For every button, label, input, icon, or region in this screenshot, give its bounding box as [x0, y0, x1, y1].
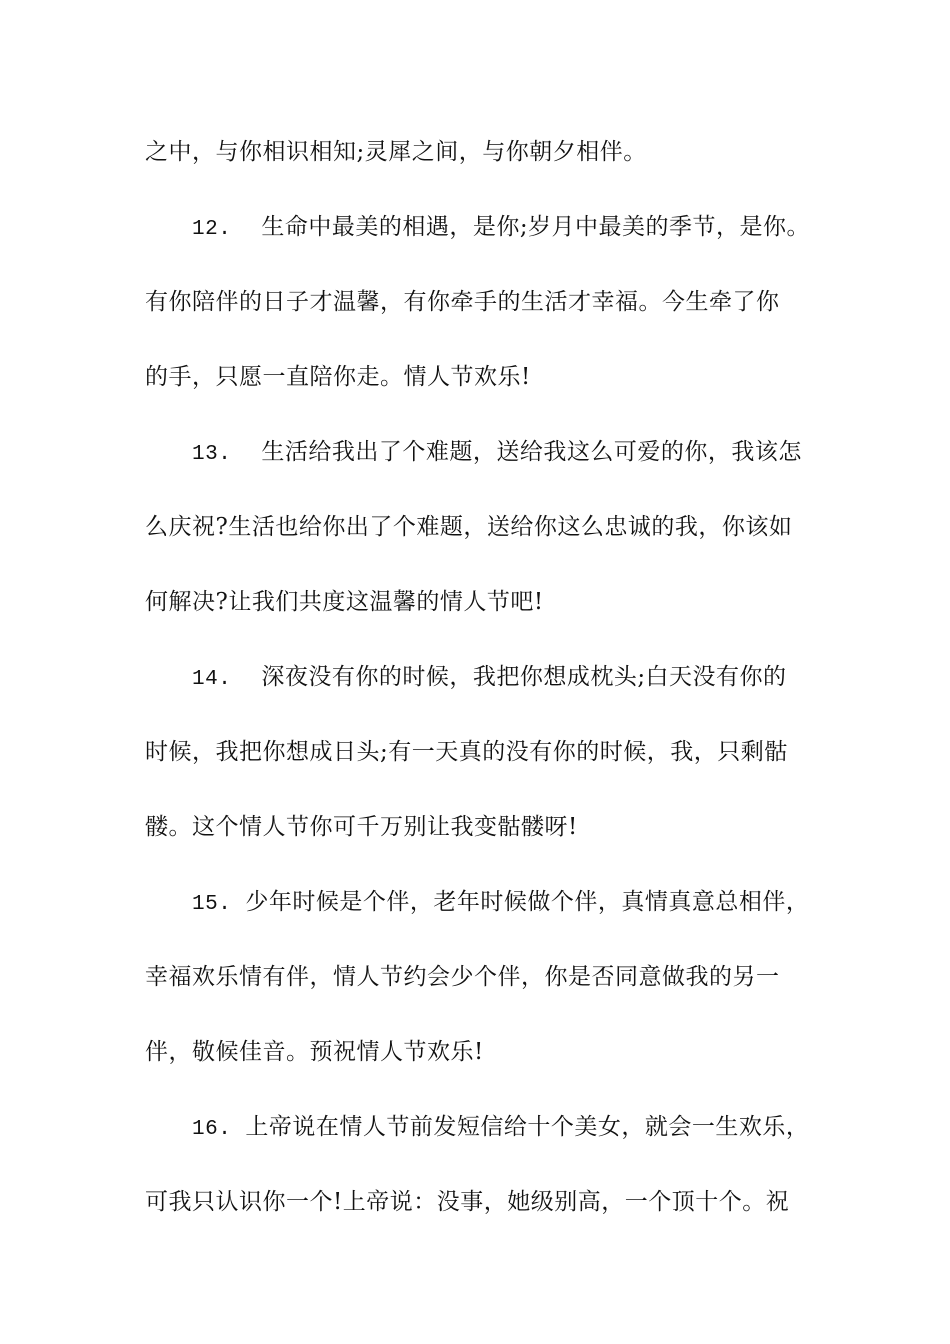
item-number: 14. [192, 668, 232, 691]
text-line [145, 137, 647, 167]
text-line [145, 287, 780, 317]
text-line [145, 812, 578, 842]
paragraph-16-first-line [192, 1112, 809, 1145]
text-line [145, 362, 531, 392]
paragraph-13-first-line [192, 437, 802, 470]
line-text: 么庆祝?生活也给你出了个难题，送给你这么忠诚的我，你该如 [145, 514, 793, 540]
text-line [145, 1037, 484, 1067]
line-text: 深夜没有你的时候，我把你想成枕头;白天没有你的 [261, 664, 787, 690]
text-line [145, 737, 788, 767]
line-text: 何解决?让我们共度这温馨的情人节吧! [145, 589, 544, 615]
paragraph-12-first-line [192, 212, 810, 245]
item-number: 16. [192, 1118, 232, 1141]
line-text: 上帝说在情人节前发短信给十个美女，就会一生欢乐， [245, 1114, 810, 1140]
item-number: 15. [192, 893, 232, 916]
line-text: 的手，只愿一直陪你走。情人节欢乐! [145, 364, 531, 390]
line-text: 幸福欢乐情有伴，情人节约会少个伴，你是否同意做我的另一 [145, 964, 780, 990]
text-line [145, 962, 780, 992]
item-number: 12. [192, 218, 232, 241]
item-number: 13. [192, 443, 232, 466]
line-text: 有你陪伴的日子才温馨，有你牵手的生活才幸福。今生牵了你 [145, 289, 780, 315]
line-text: 髅。这个情人节你可千万别让我变骷髅呀! [145, 814, 578, 840]
line-text: 生命中最美的相遇，是你;岁月中最美的季节，是你。 [261, 214, 811, 240]
paragraph-15-first-line [192, 887, 809, 920]
text-line [145, 1187, 789, 1217]
line-text: 时候，我把你想成日头;有一天真的没有你的时候，我，只剩骷 [145, 739, 788, 765]
text-line [145, 587, 544, 617]
line-text: 伴，敬候佳音。预祝情人节欢乐! [145, 1039, 484, 1065]
line-text: 之中，与你相识相知;灵犀之间，与你朝夕相伴。 [145, 139, 647, 165]
text-line [145, 512, 792, 542]
paragraph-14-first-line [192, 662, 787, 695]
line-text: 可我只认识你一个!上帝说：没事，她级别高，一个顶十个。祝 [145, 1189, 790, 1215]
line-text: 生活给我出了个难题，送给我这么可爱的你，我该怎 [261, 439, 802, 465]
line-text: 少年时候是个伴，老年时候做个伴，真情真意总相伴， [245, 889, 810, 915]
